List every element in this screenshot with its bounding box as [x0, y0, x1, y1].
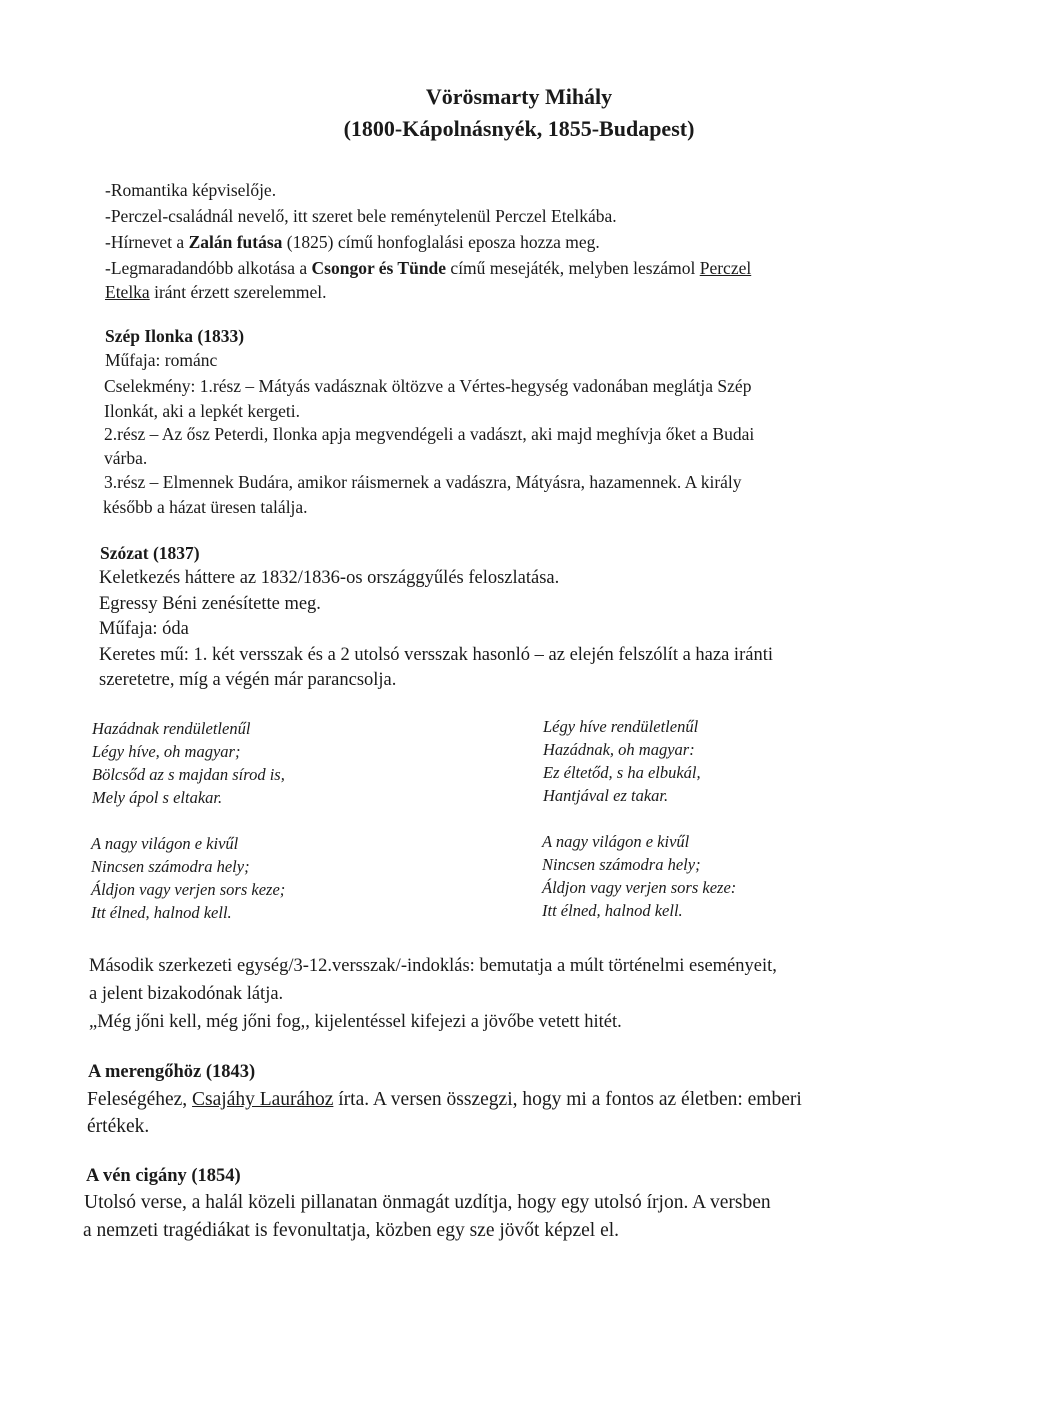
poem-line: Itt élned, halnod kell.	[542, 901, 683, 920]
paragraph-line: Egressy Béni zenésítette meg.	[99, 594, 321, 614]
paragraph-line: 3.rész – Elmennek Budára, amikor ráismernek a vadászra, Mátyásra, hazamennek. A király	[104, 472, 742, 492]
poem-line: Bölcsőd az s majdan sírod is,	[92, 765, 285, 784]
section-heading-merengo: A merengőhöz (1843)	[88, 1062, 256, 1082]
intro-text: iránt érzett szerelemmel.	[149, 282, 327, 302]
underlined-name: Perczel	[699, 258, 752, 278]
poem-right-stanza-2	[542, 830, 736, 922]
poem-left-stanza-2	[91, 832, 285, 924]
poem-line: Mely ápol s eltakar.	[92, 788, 223, 807]
poem-line: Légy híve, oh magyar;	[92, 742, 241, 761]
paragraph-line: Keretes mű: 1. két versszak és a 2 utolsó versszak hasonló – az elején felszólít a haza iránti	[99, 645, 773, 665]
poem-line: Áldjon vagy verjen sors keze:	[542, 878, 737, 897]
paragraph-line: értékek.	[87, 1116, 150, 1137]
paragraph-line: a jelent bizakodónak látja.	[89, 984, 284, 1004]
paragraph-line: szeretetre, míg a végén már parancsolja.	[99, 670, 397, 690]
poem-line: Áldjon vagy verjen sors keze;	[91, 880, 286, 899]
poem-line: Hazádnak rendületlenűl	[92, 719, 251, 738]
paragraph-line: a nemzeti tragédiákat is fevonultatja, közben egy sze jövőt képzel el.	[83, 1220, 620, 1241]
poem-right-stanza-1	[543, 715, 701, 807]
poem-line: Itt élned, halnod kell.	[91, 903, 232, 922]
poem-line: Hantjával ez takar.	[543, 786, 669, 805]
poem-line: Légy híve rendületlenűl	[543, 717, 699, 736]
intro-line-4	[105, 258, 751, 279]
underlined-name: Etelka	[105, 282, 150, 302]
paragraph-line: Műfaja: románc	[105, 350, 218, 370]
intro-line-5	[105, 282, 327, 303]
paragraph-line: Cselekmény: 1.rész – Mátyás vadásznak öltözve a Vértes-hegység vadonában meglátja Szép	[104, 376, 752, 396]
paragraph-text: írta. A versen összegzi, hogy mi a fontos az életben: emberi	[333, 1089, 802, 1110]
paragraph-line: Második szerkezeti egység/3-12.versszak/-indoklás: bemutatja a múlt történelmi eseményeit,	[89, 956, 777, 976]
intro-line-1: -Romantika képviselője.	[105, 180, 277, 200]
work-title-csongor: Csongor és Tünde	[311, 258, 447, 278]
poem-line: Nincsen számodra hely;	[91, 857, 250, 876]
paragraph-line: Utolsó verse, a halál közeli pillanatan önmagát uzdítja, hogy egy utolsó írjon. A versben	[84, 1192, 771, 1213]
paragraph-line: Keletkezés háttere az 1832/1836-os országgyűlés feloszlatása.	[99, 568, 560, 588]
intro-text: című mesejáték, melyben leszámol	[446, 258, 700, 278]
paragraph-line: Műfaja: óda	[99, 619, 189, 639]
poem-line: Nincsen számodra hely;	[542, 855, 701, 874]
intro-line-2: -Perczel-családnál nevelő, itt szeret bele reménytelenül Perczel Etelkába.	[105, 206, 617, 226]
paragraph-line: 2.rész – Az ősz Peterdi, Ilonka apja megvendégeli a vadászt, aki majd meghívja őket a Budai	[104, 424, 755, 444]
poem-line: Ez éltetőd, s ha elbukál,	[543, 763, 701, 782]
intro-text: (1825) című honfoglalási eposza hozza meg.	[282, 232, 600, 252]
poem-line: A nagy világon e kivűl	[542, 832, 690, 851]
intro-text: -Legmaradandóbb alkotása a	[105, 258, 312, 278]
paragraph-text: Feleségéhez,	[87, 1089, 193, 1110]
page-title: Vörösmarty Mihály	[425, 84, 613, 109]
work-title-zalan: Zalán futása	[188, 232, 283, 252]
intro-line-3	[105, 232, 600, 253]
poem-left-stanza-1	[92, 717, 285, 809]
paragraph-line	[87, 1089, 802, 1111]
paragraph-line: „Még jőni kell, még jőni fog,, kijelentéssel kifejezi a jövőbe vetett hitét.	[89, 1012, 622, 1032]
paragraph-line: várba.	[104, 448, 148, 468]
section-heading-szep-ilonka: Szép Ilonka (1833)	[105, 326, 245, 346]
intro-text: -Hírnevet a	[105, 232, 189, 252]
section-heading-szozat: Szózat (1837)	[100, 543, 200, 563]
poem-line: A nagy világon e kivűl	[91, 834, 239, 853]
section-heading-ven-cigany: A vén cigány (1854)	[86, 1166, 241, 1186]
poem-line: Hazádnak, oh magyar:	[543, 740, 695, 759]
paragraph-line: később a házat üresen találja.	[103, 497, 308, 517]
paragraph-line: Ilonkát, aki a lepkét kergeti.	[104, 401, 300, 421]
underlined-name: Csajáhy Laurához	[192, 1089, 334, 1110]
page-subtitle: (1800-Kápolnásnyék, 1855-Budapest)	[343, 116, 695, 141]
